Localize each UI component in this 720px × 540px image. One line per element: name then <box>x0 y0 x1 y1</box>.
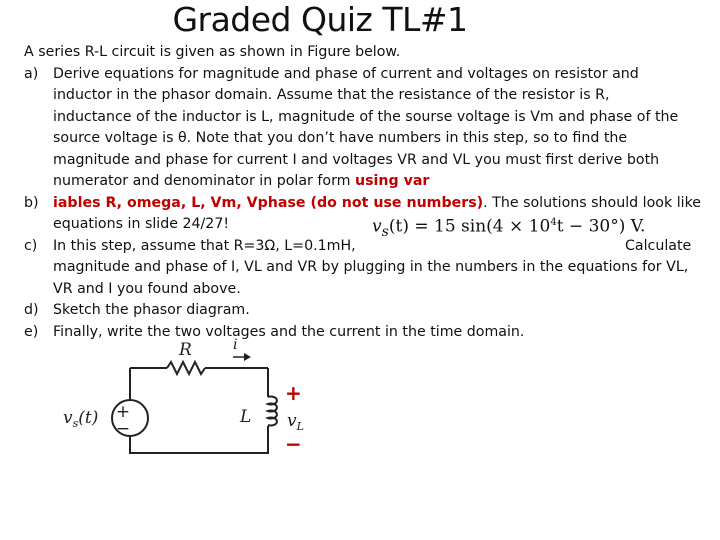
source-label-arg: (t) <box>78 408 99 428</box>
resistor-label: R <box>179 340 192 360</box>
current-label: i <box>233 337 238 353</box>
item-a-line4: source voltage is θ. Note that you don’t have numbers in this step, so to find the <box>53 130 628 146</box>
item-c-text: In this step, assume that R=3Ω, L=0.1mH, <box>53 237 356 254</box>
resistor-symbol <box>167 362 205 374</box>
item-c-label: c) <box>24 237 38 254</box>
item-a-line5: magnitude and phase for current I and voltages VR and VL you must first derive both <box>53 151 660 168</box>
eq-exponent: 4 <box>550 217 557 228</box>
source-label <box>63 408 98 430</box>
eq-arg: (t) = 15 sin(4 × 10 <box>388 216 551 237</box>
intro-line: A series R-L circuit is given as shown in Figure below. <box>24 44 401 60</box>
source-label-v: v <box>63 408 73 428</box>
item-b-red-text: iables R, omega, L, Vm, Vphase (do not use numbers) <box>53 194 484 211</box>
item-b-line2 <box>24 214 714 241</box>
page-title: Graded Quiz TL#1 <box>172 0 468 39</box>
item-a-last-text: numerator and denominator in polar form <box>53 173 355 189</box>
eq-lhs: v <box>372 216 382 237</box>
item-a-line6 <box>24 171 714 193</box>
item-e-text: Finally, write the two voltages and the current in the time domain. <box>53 323 525 340</box>
rl-circuit-diagram <box>55 333 335 473</box>
vl-plus-sign: + <box>285 381 302 405</box>
inductor-label: L <box>240 407 252 427</box>
source-plus-sign: + <box>115 402 131 422</box>
item-c-calculate: Calculate <box>625 237 692 254</box>
item-c-line1 <box>24 236 714 258</box>
item-b-line1 <box>24 193 714 215</box>
item-b-text: . The solutions should look like <box>483 194 702 211</box>
inductor-symbol <box>268 397 277 426</box>
vl-label-v: v <box>287 411 297 431</box>
item-c-line3: VR and I you found above. <box>53 280 241 297</box>
item-a-line3: inductance of the inductor is L, magnitude of the sourse voltage is Vm and phase of the <box>53 108 679 125</box>
item-a-line2: inductor in the phasor domain. Assume that the resistance of the resistor is R, <box>53 87 610 103</box>
item-e-label: e) <box>24 323 39 340</box>
current-arrow-head <box>244 353 251 361</box>
item-d-label: d) <box>24 302 39 318</box>
source-label-sub: s <box>72 417 79 430</box>
item-d-line1 <box>24 300 714 322</box>
eq-lhs-sub: s <box>381 224 389 241</box>
vl-label-sub: L <box>296 420 304 433</box>
item-b-text2: equations in slide 24/27! <box>53 216 230 232</box>
item-a-text: Derive equations for magnitude and phase of current and voltages on resistor and <box>53 65 639 82</box>
item-c-line2: magnitude and phase of I, VL and VR by plugging in the numbers in the equations for VL, <box>53 259 689 275</box>
item-a-red-text: using var <box>354 173 430 189</box>
item-a-label: a) <box>24 65 39 82</box>
question-body <box>24 42 714 343</box>
item-d-text: Sketch the phasor diagram. <box>53 302 250 318</box>
item-b-label: b) <box>24 194 39 211</box>
source-minus-sign: − <box>115 419 131 439</box>
eq-rest: t − 30°) V. <box>556 216 646 237</box>
vl-minus-sign: − <box>285 432 302 456</box>
vl-label <box>287 411 304 433</box>
item-a-line1 <box>24 64 714 86</box>
